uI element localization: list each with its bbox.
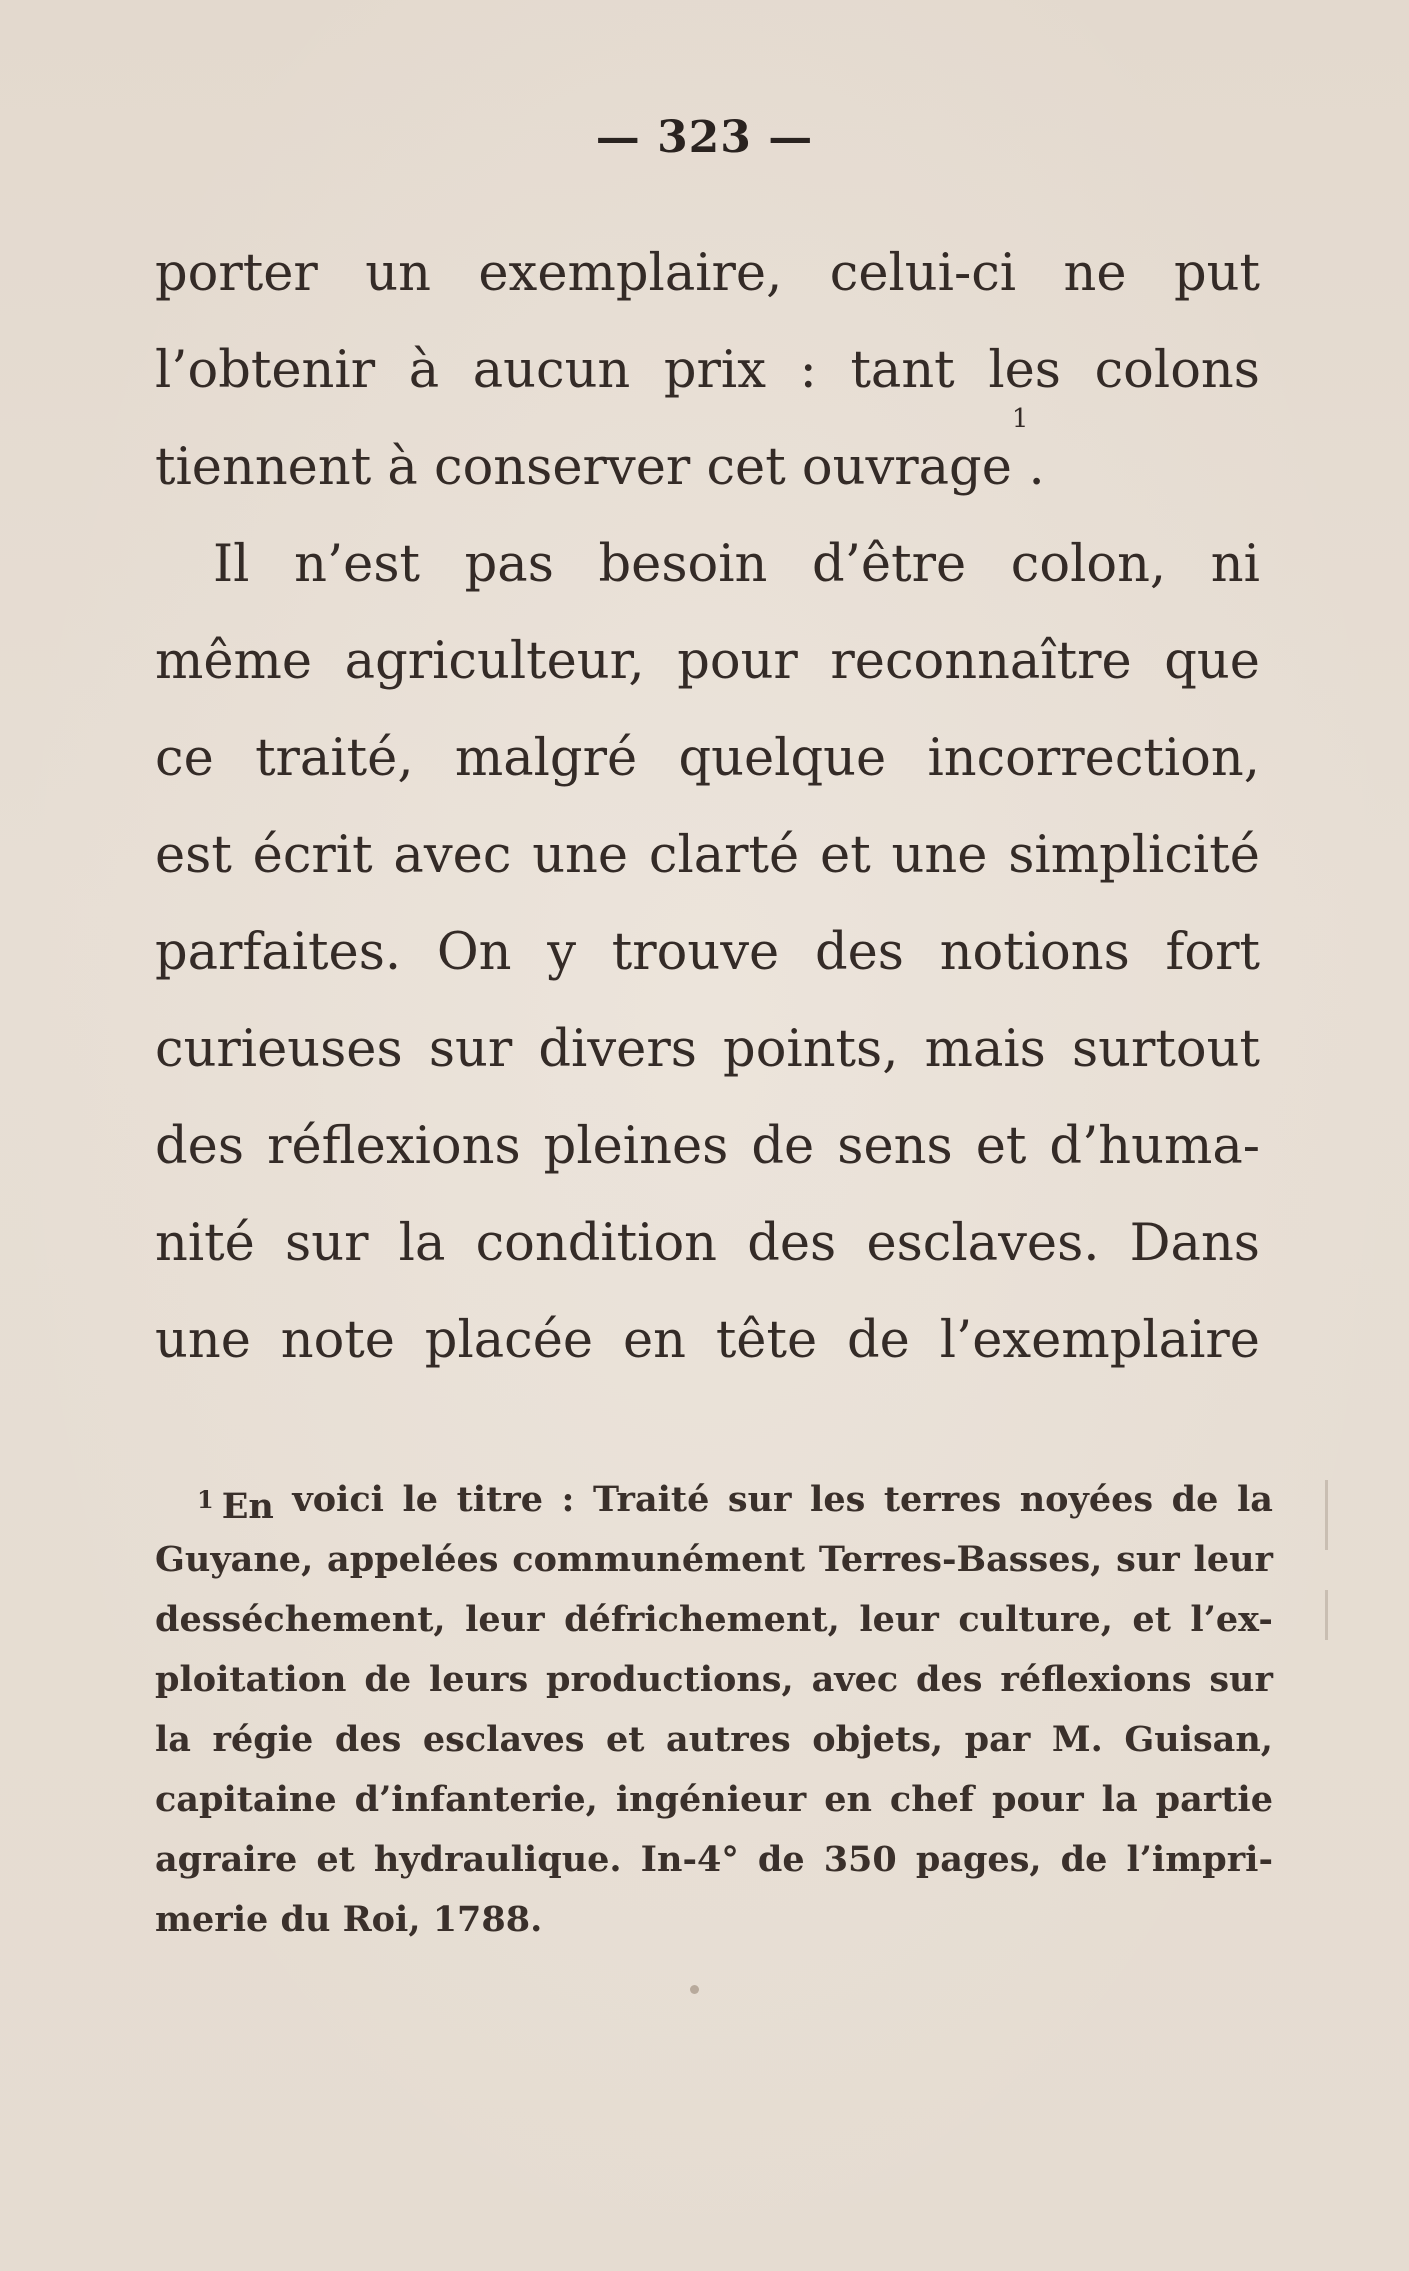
word: une [155,1311,251,1370]
word: traité, [255,729,414,788]
word: esclaves. [866,1214,1100,1273]
word: la [155,1719,191,1760]
word: des [814,923,904,982]
word: notions [939,923,1130,982]
word: desséchement, [155,1599,446,1640]
word: leur [1193,1539,1273,1580]
word: sur [727,1479,792,1520]
word: tête [715,1311,818,1370]
word: besoin [598,535,768,594]
word: des [747,1214,837,1273]
footnote-line [155,1650,1273,1710]
word: autres [666,1719,791,1760]
word: In-4° [640,1839,739,1880]
text-line [155,613,1260,710]
word: des [155,1117,245,1176]
word: productions, [546,1659,794,1700]
word: hydraulique. [373,1839,622,1880]
main-text [155,225,1260,1389]
word: de [751,1117,815,1176]
word: y [547,923,577,982]
word: En [221,1486,274,1527]
word: à [408,341,440,400]
page-edge-mark [1325,1590,1328,1640]
word: Guyane, [155,1539,314,1580]
word: mais [924,1020,1046,1079]
word: et [606,1719,645,1760]
word: et [820,826,871,885]
word: ingénieur [615,1779,807,1820]
word: même [155,632,313,691]
word: divers [538,1020,697,1079]
word: esclaves [422,1719,585,1760]
word: une [891,826,988,885]
word: écrit [252,826,373,885]
word: n’est [294,535,421,594]
footnote-line [155,1770,1273,1830]
footnote-line [155,1830,1273,1890]
paper-speck [690,1985,699,1994]
footnote-line [155,1890,1273,1950]
page-number: — 323 — [595,112,814,163]
word: et [975,1117,1027,1176]
word: colons [1094,341,1260,400]
word: pas [464,535,554,594]
word: ne [1063,244,1127,303]
word: capitaine [155,1779,337,1820]
text-segment: . [1028,438,1045,497]
word: et [1132,1599,1171,1640]
word: est [155,826,232,885]
word: d’huma- [1049,1117,1260,1176]
word: Il [213,535,250,594]
word: défrichement, [564,1599,840,1640]
word: l’ex- [1190,1599,1273,1640]
word: noyées [1019,1479,1154,1520]
word: la [398,1214,446,1273]
footnote [155,1470,1273,1950]
word: Terres-Basses, [818,1539,1103,1580]
word: Guisan, [1124,1719,1273,1760]
word: sur [1209,1659,1273,1700]
word: sur [285,1214,369,1273]
word: titre [456,1479,543,1520]
text-segment: tiennent à conserver cet ouvrage [155,438,1012,497]
word: l’impri- [1126,1839,1273,1880]
word: en [824,1779,872,1820]
word: surtout [1072,1020,1260,1079]
word: agriculteur, [344,632,645,691]
word: sens [837,1117,953,1176]
text-line [155,1001,1260,1098]
footnote-line [155,1590,1273,1650]
word: d’infanterie, [354,1779,598,1820]
word: quelque [678,729,887,788]
word: M. [1051,1719,1103,1760]
word: note [280,1311,395,1370]
word: l’exemplaire [939,1311,1260,1370]
word: malgré [454,729,638,788]
word: curieuses [155,1020,403,1079]
page-edge-mark [1325,1480,1328,1550]
footnote-reference: 1 [1011,404,1029,434]
word: ce [155,729,214,788]
word: pleines [543,1117,729,1176]
word: voici [292,1479,384,1520]
text-line [155,516,1260,613]
footnote-number: 1 [197,1485,214,1514]
text-line [155,904,1260,1001]
word: sur [1116,1539,1180,1580]
word: aucun [472,341,631,400]
text-line [155,225,1260,322]
word: exemplaire, [478,244,783,303]
word: On [436,923,512,982]
word: Dans [1129,1214,1260,1273]
word: des [916,1659,983,1700]
word: reconnaître [830,632,1132,691]
word: les [810,1479,866,1520]
word: leur [465,1599,545,1640]
word: de [757,1839,805,1880]
word: la [1236,1479,1273,1520]
word: ploitation [155,1659,347,1700]
word: et [316,1839,355,1880]
word: de [847,1311,910,1370]
word: : [561,1479,575,1520]
footnote-line [155,1470,1273,1530]
word: de [364,1659,412,1700]
word: culture, [958,1599,1113,1640]
text-line [155,404,1260,516]
word: régie [212,1719,314,1760]
word: réflexions [1000,1659,1192,1700]
text-line [155,1098,1260,1195]
word: fort [1165,923,1260,982]
word: le [402,1479,439,1520]
word: par [964,1719,1031,1760]
word: terres [883,1479,1002,1520]
text-line [155,1195,1260,1292]
word: put [1173,244,1260,303]
word: leurs [429,1659,529,1700]
word: ni [1210,535,1260,594]
text-line [155,807,1260,904]
word: avec [811,1659,899,1700]
footnote-line [155,1710,1273,1770]
word: avec [393,826,512,885]
footnote-lead [197,1470,274,1530]
word: parfaites. [155,923,402,982]
word: clarté [648,826,800,885]
text-line [155,1292,1260,1389]
word: points, [723,1020,899,1079]
word: communément [512,1539,806,1580]
word: placée [424,1311,594,1370]
word: une [532,826,629,885]
word: que [1164,632,1260,691]
word: les [988,341,1061,400]
word: d’être [812,535,967,594]
word: tant [850,341,955,400]
word: partie [1155,1779,1273,1820]
word: : [799,341,817,400]
word: celui-ci [829,244,1017,303]
word: leur [859,1599,939,1640]
footnote-segment: merie du Roi, 1788. [155,1899,543,1940]
word: trouve [611,923,780,982]
text-line [155,710,1260,807]
word: porter [155,244,318,303]
word: un [365,244,431,303]
word: objets, [812,1719,944,1760]
word: Traité [593,1479,710,1520]
footnote-line [155,1530,1273,1590]
word: réflexions [267,1117,521,1176]
word: chef [889,1779,974,1820]
word: en [622,1311,686,1370]
word: simplicité [1008,826,1260,885]
word: la [1101,1779,1138,1820]
word: agraire [155,1839,298,1880]
word: pages, [915,1839,1042,1880]
word: 350 [823,1839,897,1880]
word: pour [991,1779,1084,1820]
word: prix [663,341,766,400]
word: condition [475,1214,718,1273]
word: nité [155,1214,255,1273]
word: des [334,1719,402,1760]
word: de [1171,1479,1219,1520]
text-line [155,322,1260,419]
word: l’obtenir [155,341,376,400]
word: colon, [1010,535,1167,594]
word: pour [677,632,798,691]
word: incorrection, [927,729,1260,788]
word: appelées [327,1539,499,1580]
word: de [1060,1839,1108,1880]
word: sur [428,1020,513,1079]
